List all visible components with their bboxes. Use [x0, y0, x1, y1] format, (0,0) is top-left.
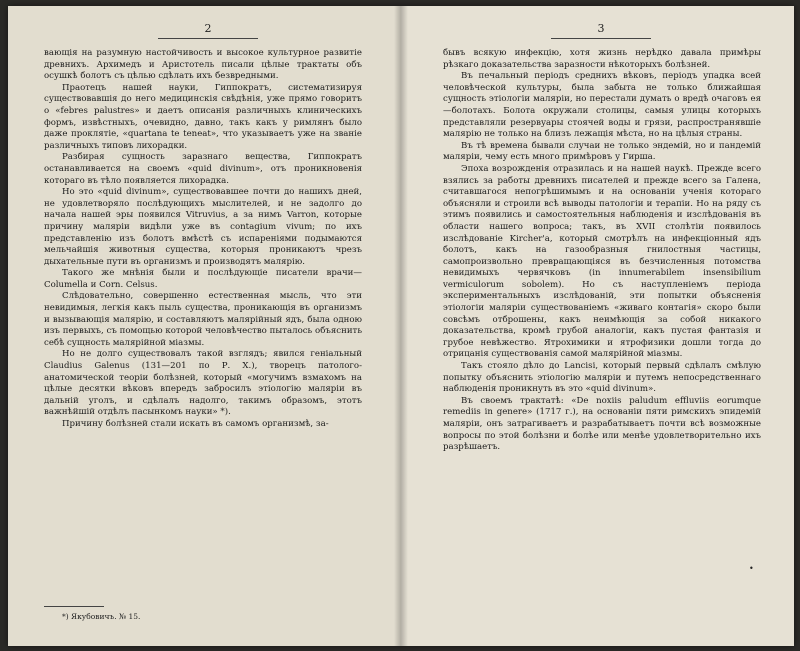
paragraph: Въ печальный періодъ среднихъ вѣковъ, періодъ упадка всей человѣческой культуры, была забыта не только ближайшая сущность этіологіи маляріи, но перестали думать о вредѣ очаговъ ея—болотахъ. Болота окружали столицы, самыя улицы которыхъ представляли резервуары стоячей воды и грязи, распространявшіе малярію не только на близъ лежащія мѣста, но на цѣлыя страны. [443, 71, 761, 140]
paragraph: Эпоха возрожденія отразилась и на нашей наукѣ. Прежде всего взялись за работы древнихъ писателей и прежде всего за Галена, считавшагося непогрѣшимымъ и на основаніи ученія котораго объясняли и строили всѣ выводы патологіи и терапіи. Но на ряду съ этимъ появились и самостоятельныя наблюденія и изслѣдованія въ области нашего вопроса; такъ, въ XVII столѣтіи появилось изслѣдованіе Kircher'a, который смотрѣлъ на инфекціонный ядъ болотъ, какъ на газообразныя гнилостныя частицы, самопроизвольно превращающіяся въ безчисленныя потомства невидимыхъ червячковъ (in innumerabilem insensibilium vermiculorum sobolem). Но съ наступленіемъ періода экспериментальныхъ изслѣдованій, эти попытки объясненія этіологіи маляріи существованіемъ «живаго контагія» скоро были совсѣмъ отброшены, какъ неимѣющія за собой никакого доказательства, кромѣ грубой аналогіи, какъ пустая фантазія и грубое невѣжество. Ятрохимики и ятрофизики дошли тогда до отрицанія существованія самой малярійной міазмы. [443, 163, 761, 360]
page-number-right: 3 [597, 22, 605, 35]
page-number-left: 2 [204, 22, 212, 35]
end-mark: • [749, 564, 754, 573]
paragraph: вающія на разумную настойчивость и высокое культурное развитіе древнихъ. Архимедъ и Аристотель писали цѣлые трактаты объ осушкѣ болотъ съ цѣлью сдѣлать ихъ безвредными. [44, 48, 362, 82]
paragraph: Разбирая сущность заразнаго вещества, Гиппократъ останавливается на своемъ «quid divinum», отъ проникновенія котораго въ тѣло появляется лихорадка. [44, 152, 362, 186]
paragraph: Въ своемъ трактатѣ: «De noxiis paludum effluviis eorumque remediis in genere» (1717 г.), на основаніи пяти римскихъ эпидемій маляріи, онъ затрагиваетъ и разрабатываетъ почти всѣ возможные вопросы по этой болѣзни и болѣе или менѣе удовлетворительно ихъ разрѣшаетъ. [443, 395, 761, 453]
footnote-rule [44, 606, 104, 607]
paragraph: Слѣдовательно, совершенно естественная мысль, что эти невидимыя, легкія какъ пыль существа, проникающія въ организмъ и вызывающія малярію, и составляютъ малярійный ядъ, была одною изъ первыхъ, съ помощью которой человѣчество пыталось объяснить себѣ сущность малярійной міазмы. [44, 291, 362, 348]
paragraph: Такъ стояло дѣло до Lancisi, который первый сдѣлалъ смѣлую попытку объяснить этіологію маляріи и путемъ непосредственнаго наблюденія проникнуть въ это «quid divinum». [443, 361, 761, 395]
paragraph: Причину болѣзней стали искать въ самомъ организмѣ, за- [62, 419, 329, 429]
paragraph: Но это «quid divinum», существовавшее почти до нашихъ дней, не удовлетворяло послѣдующихъ мыслителей, и не задолго до начала нашей эры появился Vitruvius, а за нимъ Varron, которые причину маляріи видѣли уже въ contagium vivum; по ихъ представленію изъ болотъ вмѣстѣ съ испареніями подымаются мельчайшія животныя существа, которыя проникаютъ чрезъ дыхательные пути въ организмъ и производятъ малярію. [44, 187, 362, 267]
paragraph: Такого же мнѣнія были и послѣдующіе писатели врачи— Columella и Corn. Celsus. [44, 268, 362, 290]
left-page-text [44, 48, 362, 431]
footnote: *) Якубовичъ. № 15. [62, 612, 141, 621]
header-rule-right [551, 38, 651, 39]
paragraph: Въ тѣ времена бывали случаи не только эндемій, но и пандемій маляріи, чему есть много примѣровъ у Гирша. [443, 140, 761, 163]
paragraph: Но не долго существовалъ такой взглядъ; явился геніальный Claudius Galenus (131—201 по Р. Х.), творецъ патолого-анатомической теоріи болѣзней, который «могучимъ взмахомъ на цѣлые десятки вѣковъ впередъ забросилъ этіологію маляріи въ дальній уголъ, и сдѣлалъ надолго, такимъ образомъ, этотъ важнѣйшій отдѣлъ пасынкомъ науки» *). [44, 349, 362, 418]
paragraph: Праотецъ нашей науки, Гиппократъ, систематизируя существовавшія до него медицинскія свѣдѣнія, уже прямо говоритъ о «febres palustres» и даетъ описанія различныхъ клиническихъ формъ, извѣстныхъ, очевидно, давно, такъ какъ у римлянъ было даже проклятіе, «quartana te teneat», что указываетъ уже на званіе различныхъ типовъ лихорадки. [44, 82, 362, 151]
right-page [401, 6, 794, 646]
right-page-text [443, 48, 761, 454]
header-rule-left [158, 38, 258, 39]
book-gutter [394, 6, 408, 646]
book-spread [8, 6, 794, 646]
paragraph: бывъ всякую инфекцію, хотя жизнь нерѣдко давала примѣры рѣзкаго доказательства заразности нѣкоторыхъ болѣзней. [443, 48, 761, 70]
left-page [8, 6, 401, 646]
